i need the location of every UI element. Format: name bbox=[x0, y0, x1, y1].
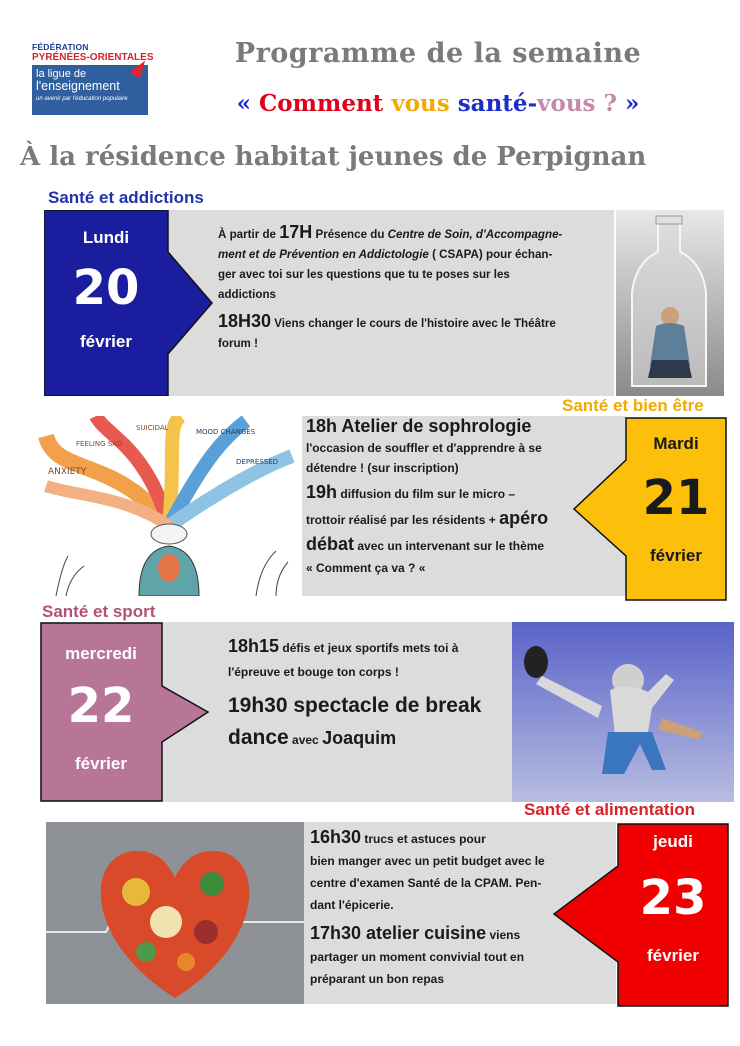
monday-p1-italic2: ment et de Prévention en Addictologie bbox=[218, 248, 429, 261]
tuesday-text bbox=[306, 414, 574, 578]
wednesday-p2-name: Joaquim bbox=[322, 728, 397, 748]
page-title: Programme de la semaine bbox=[234, 38, 642, 69]
logo-line2: PYRÉNÉES-ORIENTALES bbox=[32, 52, 154, 63]
illus-word-suicidal: SUICIDAL bbox=[136, 424, 169, 432]
monday-month: février bbox=[80, 332, 132, 351]
tuesday-p2-time: 19h bbox=[306, 482, 338, 502]
tuesday-apero: apéro bbox=[499, 508, 549, 528]
logo-line3: la ligue de bbox=[36, 68, 87, 80]
subtitle-close-quote: » bbox=[617, 90, 640, 117]
location-heading: À la résidence habitat jeunes de Perpignan bbox=[20, 142, 647, 172]
monday-date bbox=[44, 228, 168, 352]
tuesday-p1-line1: l'occasion de souffler et d'apprendre à se bbox=[306, 441, 542, 455]
wednesday-month: février bbox=[75, 754, 127, 773]
wednesday-day-name: mercredi bbox=[65, 644, 137, 663]
thursday-p1-line3: centre d'examen Santé de la CPAM. Pen- bbox=[310, 876, 542, 890]
man-in-bottle-image bbox=[616, 210, 724, 396]
tuesday-p1-title: 18h Atelier de sophrologie bbox=[306, 416, 532, 436]
mental-health-illustration bbox=[36, 416, 302, 596]
wednesday-p1-time: 18h15 bbox=[228, 636, 280, 656]
tuesday-p2-line4: « Comment ça va ? « bbox=[306, 561, 426, 575]
tuesday-p2-line2: trottoir réalisé par les résidents + bbox=[306, 513, 500, 527]
monday-day-name: Lundi bbox=[82, 228, 130, 247]
tuesday-debat: débat bbox=[306, 534, 355, 554]
section-label-bien-etre: Santé et bien être bbox=[562, 396, 704, 415]
tuesday-p2-line3: avec un intervenant sur le thème bbox=[354, 539, 545, 553]
thursday-p2-text: viens bbox=[486, 928, 521, 942]
monday-p1-line4: addictions bbox=[218, 288, 276, 301]
wednesday-p1-line2: l'épreuve et bouge ton corps ! bbox=[228, 665, 399, 679]
monday-p1-pre: À partir de bbox=[218, 228, 280, 241]
subtitle-open-quote: « bbox=[236, 90, 259, 117]
breakdancer-image bbox=[512, 622, 734, 802]
wednesday-p1-text: défis et jeux sportifs mets toi à bbox=[279, 641, 459, 655]
subtitle-word-vous: vous bbox=[391, 90, 450, 117]
monday-p1-time: 17H bbox=[279, 222, 313, 242]
monday-p2-text: Viens changer le cours de l'histoire avec le Théâtre bbox=[271, 317, 556, 330]
tuesday-month: février bbox=[650, 546, 702, 565]
tuesday-date bbox=[626, 434, 726, 566]
tuesday-day-name: Mardi bbox=[653, 434, 699, 453]
wednesday-day-number: 22 bbox=[67, 678, 135, 734]
tuesday-p1-line2: détendre ! (sur inscription) bbox=[306, 461, 459, 475]
illus-word-anxiety: ANXIETY bbox=[48, 467, 87, 477]
thursday-p2-line2: partager un moment convivial tout en bbox=[310, 950, 525, 964]
thursday-p1-time: 16h30 bbox=[310, 827, 362, 847]
illus-word-feeling-sad: FEELING SAD bbox=[76, 440, 123, 448]
wednesday-text bbox=[228, 634, 514, 752]
monday-p2-line2: forum ! bbox=[218, 337, 258, 350]
thursday-p2-line3: préparant un bon repas bbox=[310, 972, 445, 986]
monday-p1-line3: ger avec toi sur les questions que tu te poses sur les bbox=[218, 268, 510, 281]
tuesday-day-number: 21 bbox=[642, 470, 710, 526]
thursday-p1-text: trucs et astuces pour bbox=[361, 832, 486, 846]
monday-day-number: 20 bbox=[72, 260, 140, 316]
federation-logo bbox=[32, 42, 154, 122]
wednesday-date bbox=[40, 644, 162, 774]
subtitle-word-comment: Comment bbox=[259, 90, 384, 117]
tuesday-p2-text: diffusion du film sur le micro – bbox=[337, 487, 516, 501]
logo-line4: l'enseignement bbox=[36, 79, 120, 93]
monday-p1-mid: Présence du bbox=[312, 228, 388, 241]
illus-word-depressed: DEPRESSED bbox=[236, 458, 279, 466]
monday-p2-time: 18H30 bbox=[218, 311, 272, 331]
thursday-p2-title: 17h30 atelier cuisine bbox=[310, 923, 487, 943]
thursday-date bbox=[618, 832, 728, 966]
wednesday-p2-avec: avec bbox=[288, 733, 323, 747]
monday-p1-italic: Centre de Soin, d'Accompagne- bbox=[387, 228, 563, 241]
thursday-day-name: jeudi bbox=[653, 832, 693, 851]
page-subtitle bbox=[178, 90, 698, 117]
subtitle-word-vous2: vous ? bbox=[537, 90, 617, 117]
logo-box bbox=[32, 65, 148, 115]
logo-tagline: un avenir par l'éducation populaire bbox=[36, 96, 128, 102]
thursday-p1-line4: dant l'épicerie. bbox=[310, 898, 394, 912]
monday-p1-post: ( CSAPA) pour échan- bbox=[428, 248, 553, 261]
heart-food-image bbox=[46, 822, 304, 1004]
subtitle-word-sante: santé- bbox=[457, 90, 538, 117]
wednesday-p2-dance: dance bbox=[228, 726, 289, 749]
monday-text bbox=[218, 222, 610, 354]
thursday-month: février bbox=[647, 946, 699, 965]
thursday-text bbox=[310, 826, 570, 990]
section-label-alimentation: Santé et alimentation bbox=[524, 800, 695, 819]
section-label-addictions: Santé et addictions bbox=[48, 188, 204, 207]
thursday-p1-line2: bien manger avec un petit budget avec le bbox=[310, 854, 545, 868]
logo-line1: FÉDÉRATION bbox=[32, 42, 89, 52]
illus-word-mood: MOOD CHANGES bbox=[196, 428, 256, 436]
section-label-sport: Santé et sport bbox=[42, 602, 156, 621]
thursday-day-number: 23 bbox=[639, 870, 707, 926]
wednesday-p2-a: 19h30 spectacle de break bbox=[228, 694, 482, 717]
